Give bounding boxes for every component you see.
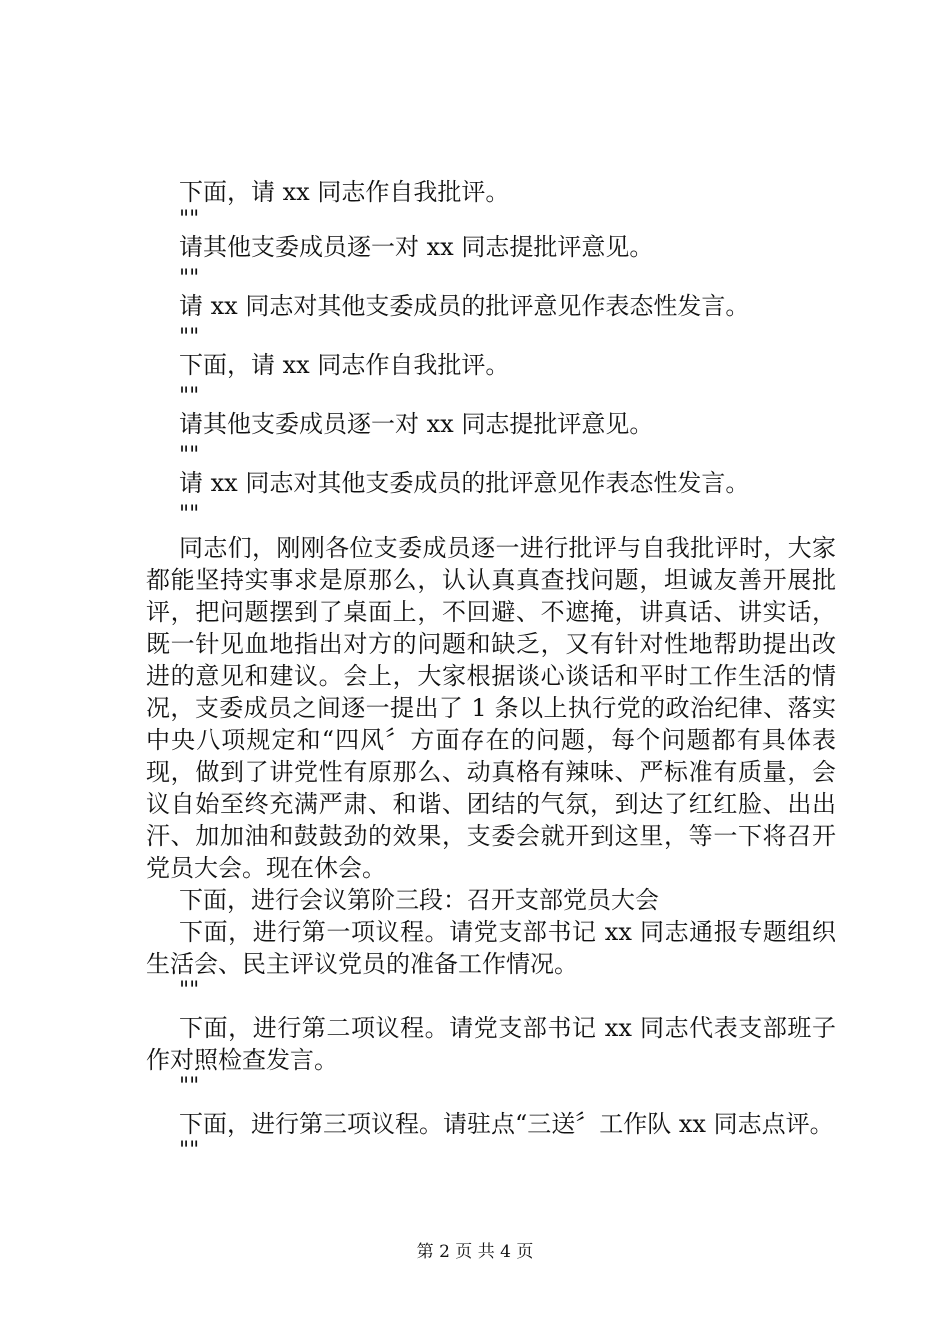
- agenda-item-1: 下面，进行第一项议程。请党支部书记 xx 同志通报专题组织生活会、民主评议党员的准备工作情况。: [146, 918, 836, 978]
- body-line: 下面，请 xx 同志作自我批评。: [179, 351, 510, 379]
- quote-mark: "": [179, 207, 200, 232]
- quote-mark: "": [179, 384, 200, 409]
- body-line: 下面，请 xx 同志作自我批评。: [179, 178, 510, 206]
- quote-mark: "": [179, 266, 200, 291]
- quote-mark: "": [179, 1138, 200, 1163]
- agenda-item-2: 下面，进行第二项议程。请党支部书记 xx 同志代表支部班子作对照检查发言。: [146, 1014, 836, 1074]
- summary-paragraph: 同志们，刚刚各位支委成员逐一进行批评与自我批评时，大家都能坚持实事求是原那么，认认真真查找问题，坦诚友善开展批评，把问题摆到了桌面上，不回避、不遮掩，讲真话、讲实话，既一针见血地指出对方的问题和缺乏，又有针对性地帮助提出改进的意见和建议。会上，大家根据谈心谈话和平时工作生活的情况，支委成员之间逐一提出了 1 条以上执行党的政治纪律、落实中央八项规定和“四风〞方面存在的问题，每个问题都有具体表现，做到了讲党性有原那么、动真格有辣味、严标准有质量，会议自始至终充满严肃、和谐、团结的气氛，到达了红红脸、出出汗、加加油和鼓鼓劲的效果，支委会就开到这里，等一下将召开党员大会。现在休会。: [146, 534, 836, 882]
- body-line: 请 xx 同志对其他支委成员的批评意见作表态性发言。: [179, 292, 750, 320]
- quote-mark: "": [179, 1074, 200, 1099]
- quote-mark: "": [179, 502, 200, 527]
- quote-mark: "": [179, 443, 200, 468]
- body-line: 请其他支委成员逐一对 xx 同志提批评意见。: [179, 233, 654, 261]
- body-line: 请其他支委成员逐一对 xx 同志提批评意见。: [179, 410, 654, 438]
- agenda-item-3: 下面，进行第三项议程。请驻点“三送〞工作队 xx 同志点评。: [179, 1110, 834, 1138]
- body-line: 请 xx 同志对其他支委成员的批评意见作表态性发言。: [179, 469, 750, 497]
- quote-mark: "": [179, 325, 200, 350]
- quote-mark: "": [179, 978, 200, 1003]
- page-number-footer: 第 2 页 共 4 页: [416, 1242, 534, 1262]
- stage-three-heading: 下面，进行会议第阶三段：召开支部党员大会: [179, 886, 659, 914]
- document-body: [146, 176, 836, 1162]
